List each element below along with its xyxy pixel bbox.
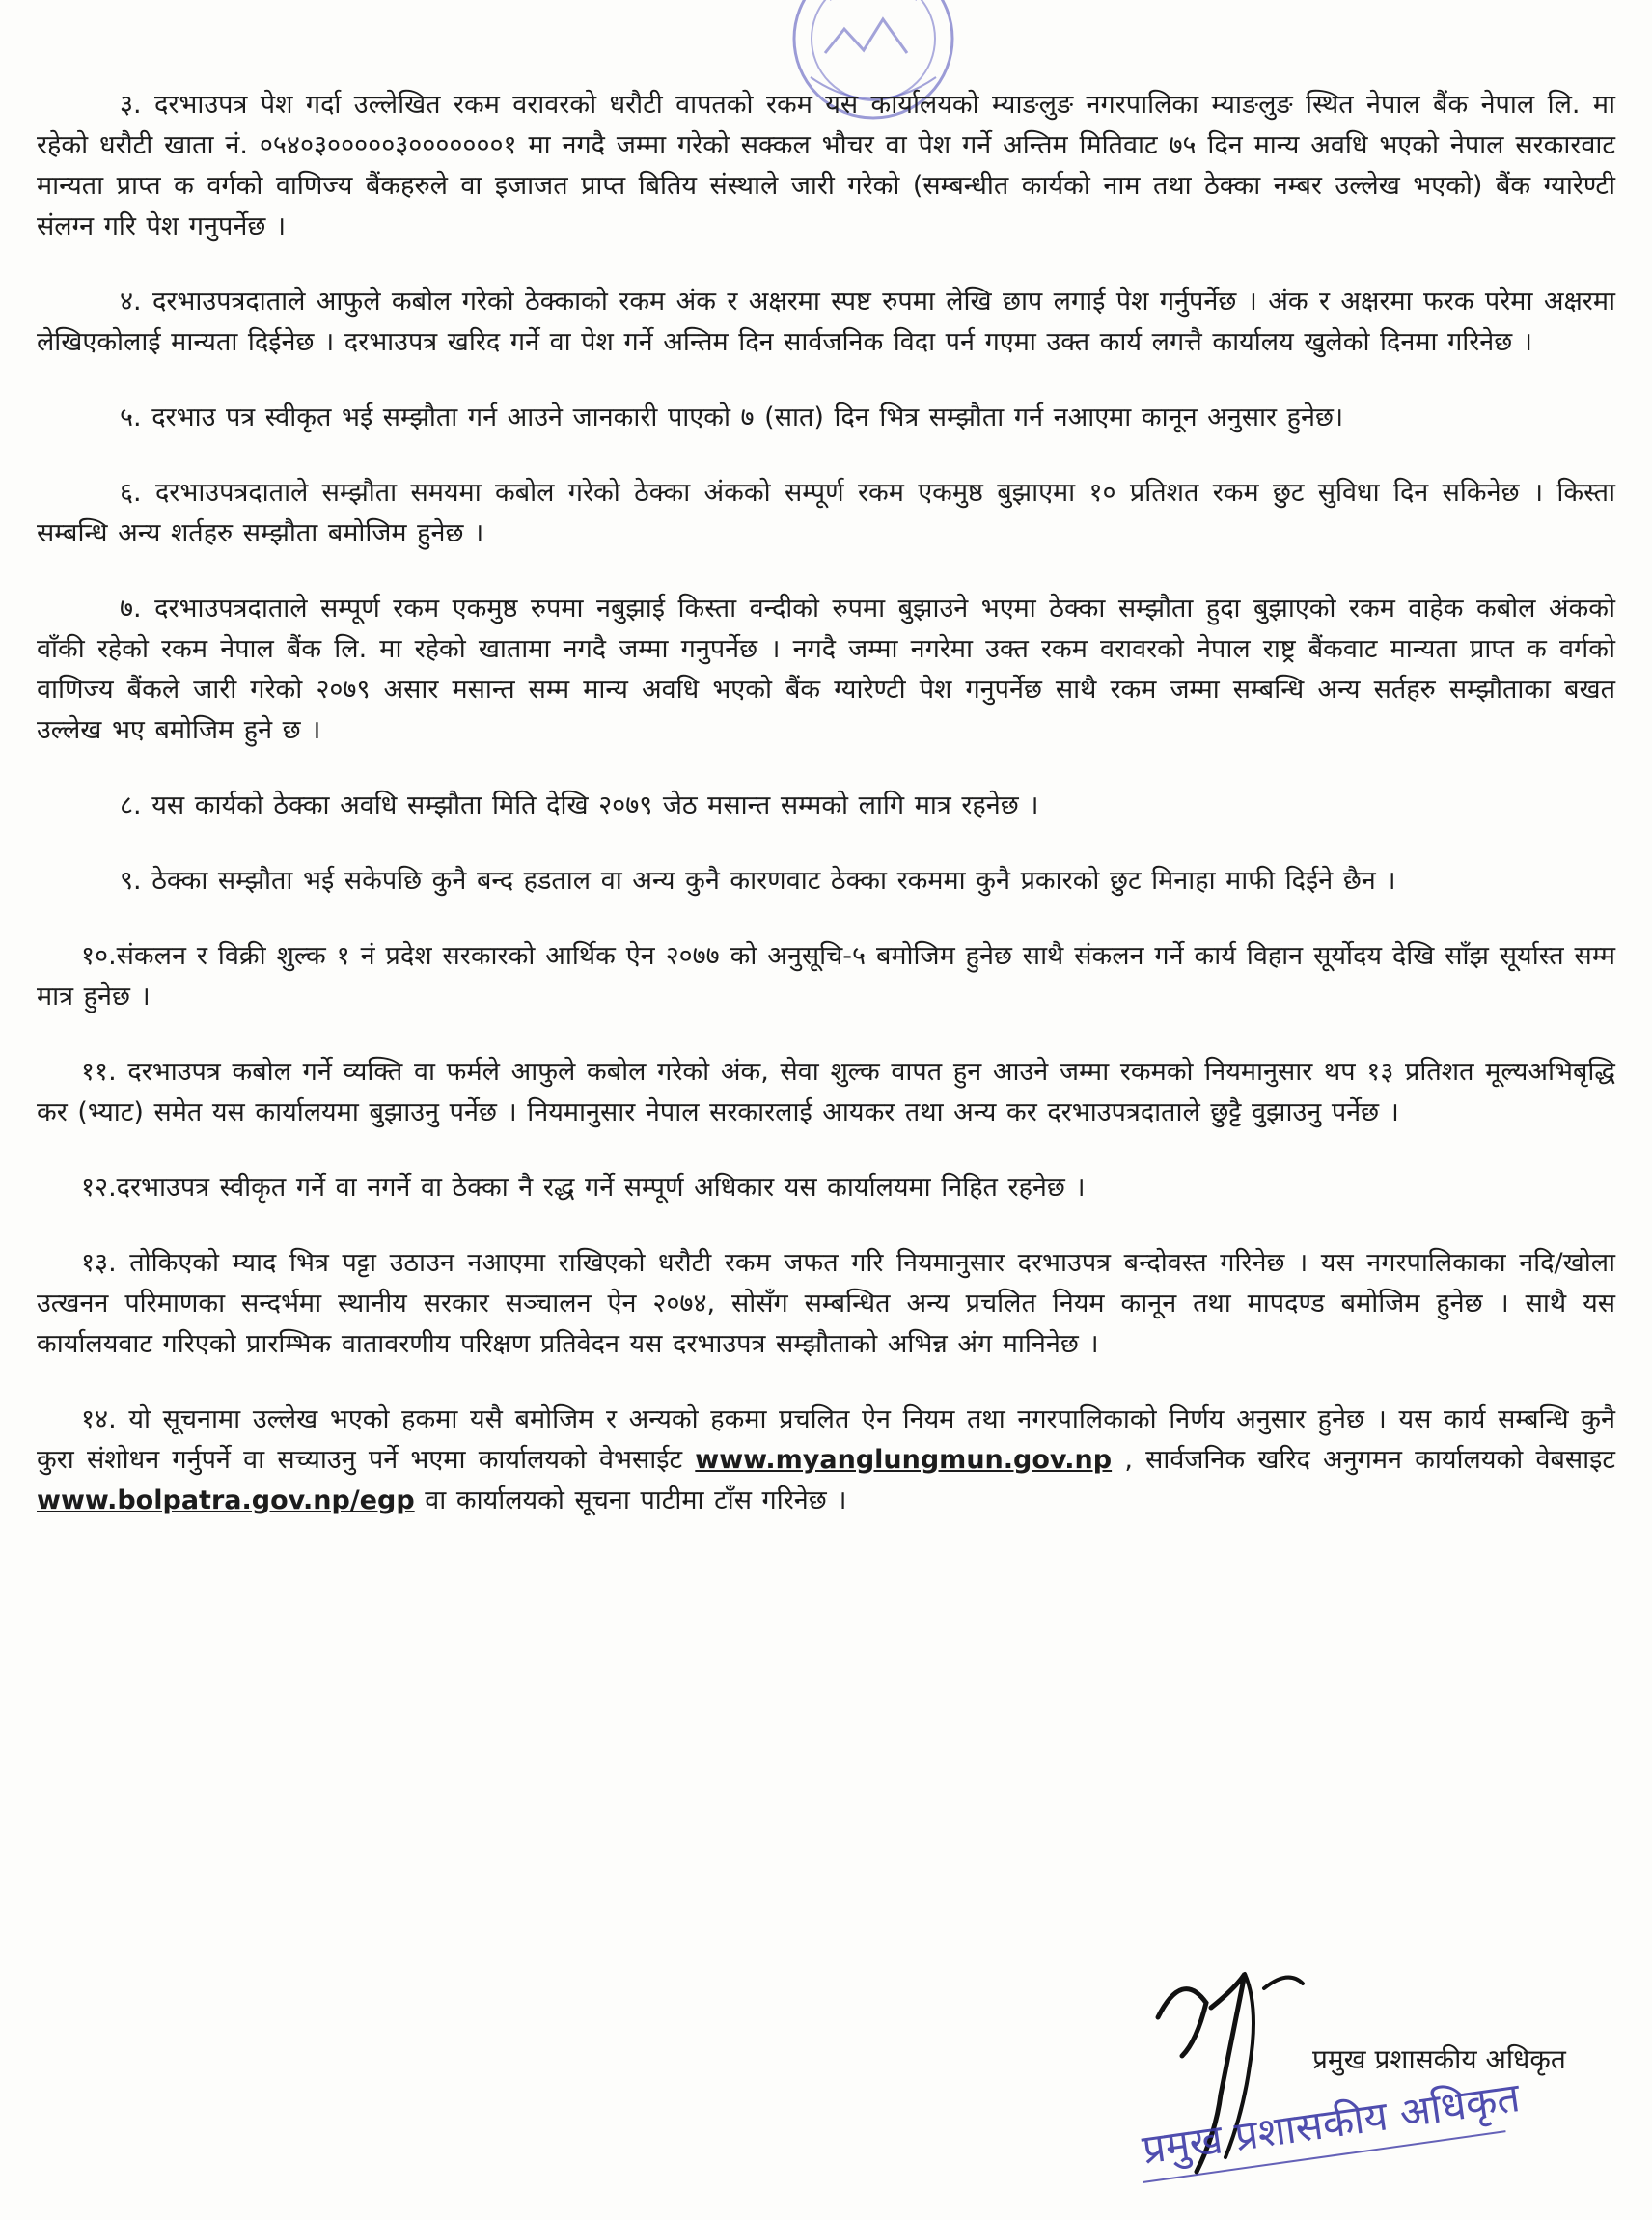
clause-text: दरभाउपत्रदाताले सम्झौता समयमा कबोल गरेको ठेक्का अंकको सम्पूर्ण रकम एकमुष्ठ बुझाएमा १० प्रतिशत रकम छुट सुविधा दिन सकिनेछ । किस्ता सम्बन्धि अन्य शर्तहरु सम्झौता बमोजिम हुनेछ । [37,478,1615,548]
terms-list [37,85,1615,1556]
clause-number: ३. [120,90,142,120]
clause-number: ८. [120,791,142,820]
clause-12 [37,1168,1615,1208]
clause-4 [37,282,1615,363]
clause-text: , सार्वजनिक खरिद अनुगमन कार्यालयको वेबसाइट [1124,1445,1615,1475]
clause-5 [37,398,1615,438]
clause-text: दरभाउपत्र पेश गर्दा उल्लेखित रकम वरावरको धरौटी वापतको रकम यस कार्यालयको म्याङलुङ नगरपालिका म्याङलुङ स्थित नेपाल बैंक नेपाल लि. मा रहेको धरौटी खाता नं. ०५४०३०००००३०००००००१ मा नगदै जम्मा गरेको सक्कल भौचर वा पेश गर्ने अन्तिम मितिवाट ७५ दिन मान्य अवधि भएको नेपाल सरकारवाट मान्यता प्राप्त क वर्गको वाणिज्य बैंकहरुले वा इजाजत प्राप्त बितिय संस्थाले जारी गरेको (सम्बन्धीत कार्यको नाम तथा ठेक्का नम्बर उल्लेख भएको) बैंक ग्यारेण्टी संलग्न गरि पेश गनुपर्नेछ । [37,90,1615,241]
clause-10 [37,936,1615,1017]
clause-number: ७. [120,594,142,624]
bolpatra-website-link[interactable]: www.bolpatra.gov.np/egp [37,1485,415,1515]
clause-7 [37,589,1615,751]
clause-number: १३. [81,1248,117,1278]
clause-13 [37,1243,1615,1365]
clause-3 [37,85,1615,247]
designation-label: प्रमुख प्रशासकीय अधिकृत [1312,2043,1566,2075]
clause-number: ४. [120,287,142,317]
clause-number: १०. [81,941,117,971]
clause-8 [37,786,1615,826]
officer-stamp-text: प्रमुख प्रशासकीय अधिकृत [1139,2073,1523,2174]
clause-text: तोकिएको म्याद भित्र पट्टा उठाउन नआएमा राखिएको धरौटी रकम जफत गरि नियमानुसार दरभाउपत्र बन्दोवस्त गरिनेछ । यस नगरपालिकाका नदि/खोला उत्खनन परिमाणका सन्दर्भमा स्थानीय सरकार सञ्चालन ऐन २०७४, सोसँग सम्बन्धित अन्य प्रचलित नियम कानून तथा मापदण्ड बमोजिम हुनेछ । साथै यस कार्यालयवाट गरिएको प्रारम्भिक वातावरणीय परिक्षण प्रतिवेदन यस दरभाउपत्र सम्झौताको अभिन्न अंग मानिनेछ । [37,1248,1615,1359]
signature-block [1129,1950,1631,2210]
clause-14 [37,1400,1615,1521]
clause-text: ठेक्का सम्झौता भई सकेपछि कुनै बन्द हडताल वा अन्य कुनै कारणवाट ठेक्का रकममा कुनै प्रकारको छुट मिनाहा माफी दिईने छैन । [151,866,1396,896]
clause-9 [37,861,1615,902]
clause-text: संकलन र विक्री शुल्क १ नं प्रदेश सरकारको आर्थिक ऐन २०७७ को अनुसूचि-५ बमोजिम हुनेछ साथै संकलन गर्ने कार्य विहान सूर्योदय देखि साँझ सूर्यास्त सम्म मात्र हुनेछ । [37,941,1615,1012]
clause-text: दरभाउपत्रदाताले आफुले कबोल गरेको ठेक्काको रकम अंक र अक्षरमा स्पष्ट रुपमा लेखि छाप लगाई पेश गर्नुपर्नेछ । अंक र अक्षरमा फरक परेमा अक्षरमा लेखिएकोलाई मान्यता दिईनेछ । दरभाउपत्र खरिद गर्ने वा पेश गर्ने अन्तिम दिन सार्वजनिक विदा पर्न गएमा उक्त कार्य लगत्तै कार्यालय खुलेको दिनमा गरिनेछ । [37,287,1615,357]
clause-number: १२. [81,1173,117,1203]
clause-text: दरभाउपत्र स्वीकृत गर्ने वा नगर्ने वा ठेक्का नै रद्ध गर्ने सम्पूर्ण अधिकार यस कार्यालयमा निहित रहनेछ । [116,1173,1086,1203]
clause-text: दरभाउपत्र कबोल गर्ने व्यक्ति वा फर्मले आफुले कबोल गरेको अंक, सेवा शुल्क वापत हुन आउने जम्मा रकमको नियमानुसार थप १३ प्रतिशत मूल्यअभिबृद्धि कर (भ्याट) समेत यस कार्यालयमा बुझाउनु पर्नेछ । नियमानुसार नेपाल सरकारलाई आयकर तथा अन्य कर दरभाउपत्रदाताले छुट्टै वुझाउनु पर्नेछ । [37,1057,1615,1127]
clause-number: ५. [120,402,142,432]
clause-number: ९. [120,866,142,896]
clause-text: दरभाउ पत्र स्वीकृत भई सम्झौता गर्न आउने जानकारी पाएको ७ (सात) दिन भित्र सम्झौता गर्न नआएमा कानून अनुसार हुनेछ। [151,402,1344,432]
clause-number: १४. [81,1404,117,1434]
clause-number: ११. [81,1057,117,1087]
clause-11 [37,1052,1615,1133]
municipality-website-link[interactable]: www.myanglungmun.gov.np [695,1445,1113,1475]
clause-text: यो सूचनामा उल्लेख भएको हकमा यसै बमोजिम र अन्यको हकमा प्रचलित ऐन नियम तथा नगरपालिकाको निर्णय अनुसार हुनेछ । यस कार्य सम्बन्धि कुनै कुरा संशोधन गर्नुपर्ने वा सच्याउनु पर्ने भएमा कार्यालयको वेभसाईट [37,1404,1615,1475]
clause-6 [37,473,1615,554]
clause-text: वा कार्यालयको सूचना पाटीमा टाँस गरिनेछ । [425,1485,847,1515]
clause-text: दरभाउपत्रदाताले सम्पूर्ण रकम एकमुष्ठ रुपमा नबुझाई किस्ता वन्दीको रुपमा बुझाउने भएमा ठेक्का सम्झौता हुदा बुझाएको रकम वाहेक कबोल अंकको वाँकी रहेको रकम नेपाल बैंक लि. मा रहेको खातामा नगदै जम्मा गनुपर्नेछ । नगदै जम्मा नगरेमा उक्त रकम वरावरको नेपाल राष्ट्र बैंकवाट मान्यता प्राप्त क वर्गको वाणिज्य बैंकले जारी गरेको २०७९ असार मसान्त सम्म मान्य अवधि भएको बैंक ग्यारेण्टी पेश गनुपर्नेछ साथै रकम जम्मा सम्बन्धि अन्य सर्तहरु सम्झौताका बखत उल्लेख भए बमोजिम हुने छ । [37,594,1615,745]
clause-number: ६. [120,478,142,508]
clause-text: यस कार्यको ठेक्का अवधि सम्झौता मिति देखि २०७९ जेठ मसान्त सम्मको लागि मात्र रहनेछ । [151,791,1039,820]
